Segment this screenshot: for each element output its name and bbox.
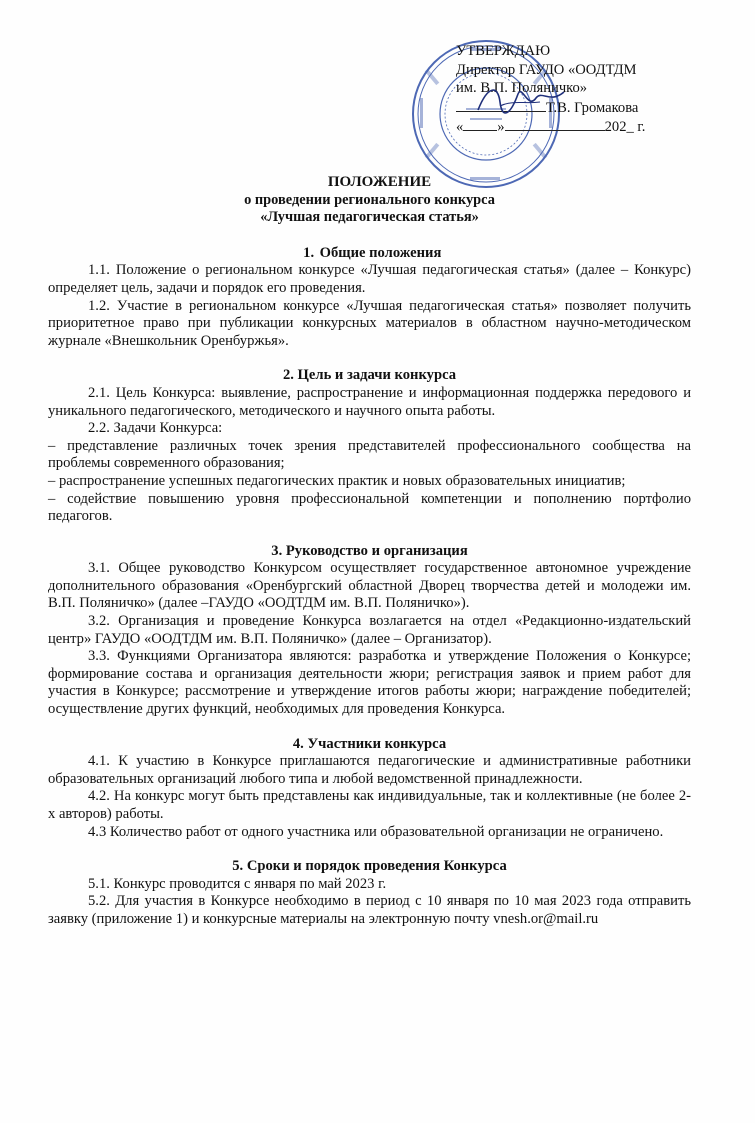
approval-year: 202_ г.: [604, 119, 646, 135]
document-body: [48, 174, 691, 929]
paragraph-1-2: 1.2. Участие в региональном конкурсе «Лучшая педагогическая статья» позволяет получить приоритетное право при публикации конкурсных материалов в областном научно-методическом журнале «Внешкольник Оренбуржья».: [48, 297, 691, 349]
paragraph-4-1: 4.1. К участию в Конкурсе приглашаются педагогические и административные работники образовательных организаций любого типа и любой ведомственной принадлежности.: [48, 753, 691, 787]
paragraph-1-1: 1.1. Положение о региональном конкурсе «Лучшая педагогическая статья» (далее – Конкурс) определяет цель, задачи и порядок его проведения.: [48, 262, 691, 296]
paragraph-4-2: 4.2. На конкурс могут быть представлены как индивидуальные, так и коллективные (не более 2-х авторов) работы.: [48, 788, 691, 822]
document-title: ПОЛОЖЕНИЕ: [327, 174, 432, 190]
approval-title: УТВЕРЖДАЮ: [456, 43, 551, 59]
paragraph-4-3: 4.3 Количество работ от одного участника или образовательной организации не ограничено.: [88, 823, 664, 840]
paragraph-3-2: 3.2. Организация и проведение Конкурса возлагается на отдел «Редакционно-издательский центр» ГАУДО «ООДТДМ им. В.П. Поляничко» (далее – Организатор).: [48, 613, 691, 647]
task-item-1: – представление различных точек зрения представителей профессионального сообщества на проблемы современного образования;: [48, 437, 691, 472]
task-item-2: – распространение успешных педагогических практик и новых образовательных инициатив;: [48, 472, 626, 489]
section-3-heading: 3. Руководство и организация: [271, 542, 468, 559]
task-item-3: – содействие повышению уровня профессиональной компетенции и пополнению портфолио педагогов.: [48, 490, 691, 525]
approval-position: Директор ГАУДО «ООДТДМ: [456, 61, 637, 78]
section-1-heading: 1. Общие положения: [303, 244, 442, 261]
paragraph-3-3: 3.3. Функциями Организатора являются: разработка и утверждение Положения о Конкурсе; формирование состава и организация деятельности жюри; регистрация заявок и прием работ для участия в Конкурсе; рассмотрение и утверждение итогов работы жюри; награждение победителей; осуществление других функций, необходимых для проведения Конкурса.: [48, 648, 691, 718]
paragraph-2-1: 2.1. Цель Конкурса: выявление, распространение и информационная поддержка передового и уникального педагогического, методического и научного опыта работы.: [48, 384, 691, 419]
section-4-heading: 4. Участники конкурса: [292, 735, 447, 752]
section-5-heading: 5. Сроки и порядок проведения Конкурса: [232, 858, 507, 875]
document-title-block: [48, 174, 691, 227]
approval-organization: им. В.П. Поляничко»: [456, 80, 588, 96]
approval-director-name: Т.В. Громакова: [546, 99, 639, 116]
document-subtitle-2: «Лучшая педагогическая статья»: [260, 209, 479, 226]
approval-date-line: « » 202_ г.: [456, 119, 646, 135]
paragraph-2-2: 2.2. Задачи Конкурса:: [88, 420, 223, 437]
document-subtitle-1: о проведении регионального конкурса: [244, 191, 495, 208]
paragraph-3-1: 3.1. Общее руководство Конкурсом осуществляет государственное автономное учреждение дополнительного образования «Оренбургский областной Дворец творчества детей и молодежи им. В.П. Поляничко» (далее –ГАУДО «ООДТДМ им. В.П. Поляничко»).: [48, 560, 691, 612]
section-2-heading: 2. Цель и задачи конкурса: [282, 367, 457, 384]
director-signature: [470, 80, 570, 120]
paragraph-5-2: 5.2. Для участия в Конкурсе необходимо в период с 10 января по 10 мая 2023 года отправить заявку (приложение 1) и конкурсные материалы на электронную почту vnesh.or@mail.ru: [48, 893, 691, 927]
paragraph-5-1: 5.1. Конкурс проводится с января по май 2023 г.: [88, 875, 387, 892]
